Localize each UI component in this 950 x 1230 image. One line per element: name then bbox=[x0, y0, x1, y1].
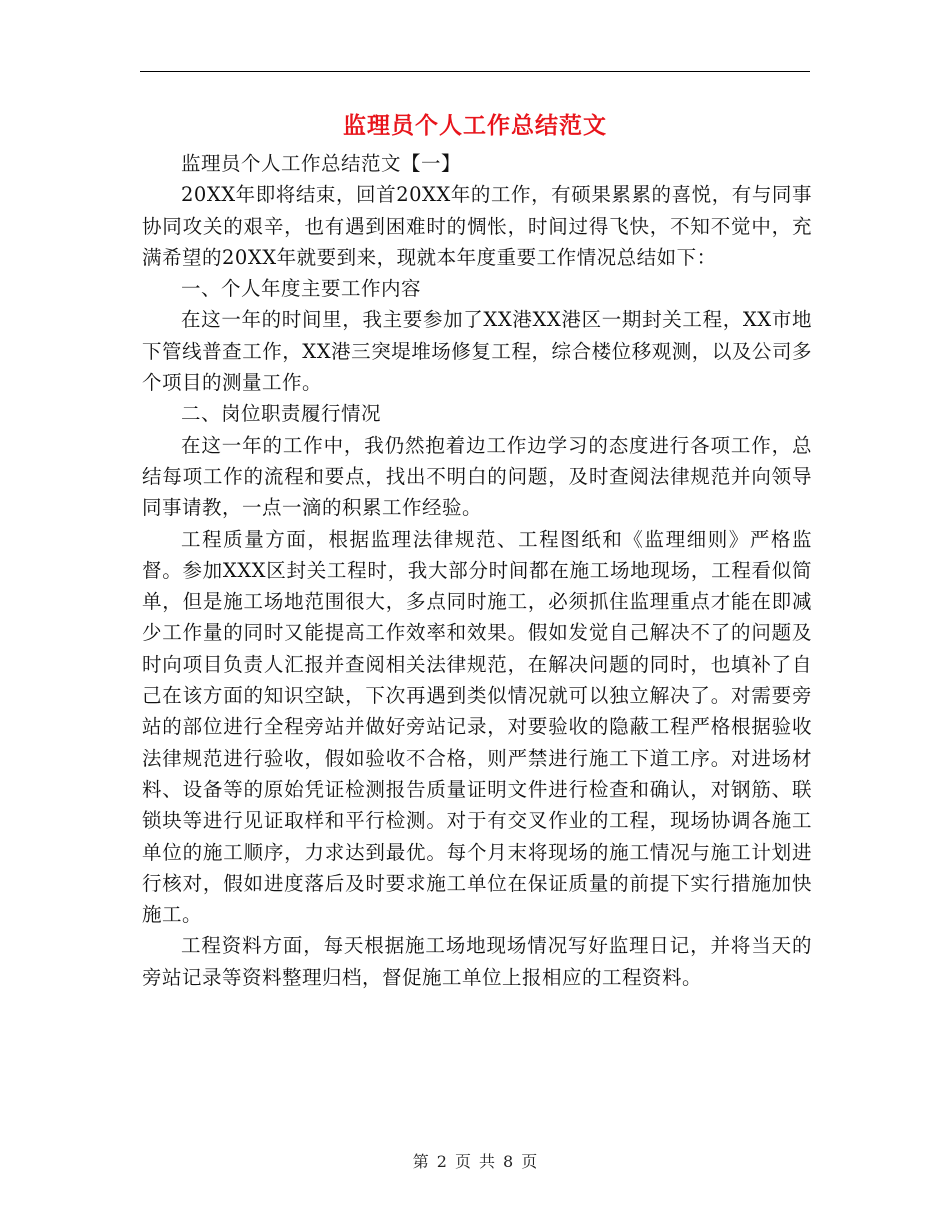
section-heading-1: 一、个人年度主要工作内容 bbox=[181, 277, 422, 301]
paragraph-intro: 20XX年即将结束，回首20XX年的工作，有硕果累累的喜悦，有与同事协同攻关的艰辛，也有遇到困难时的惆怅，时间过得飞快，不知不觉中，充满希望的20XX年就要到来，现就本年度重要工作情况总结如下： bbox=[142, 183, 812, 269]
section-heading-2: 二、岗位职责履行情况 bbox=[181, 402, 382, 426]
paragraph-heading: 监理员个人工作总结范文【一】 bbox=[181, 152, 462, 175]
footer-total-pages: 8 bbox=[503, 1152, 514, 1171]
footer-gong: 共 bbox=[479, 1152, 496, 1171]
paragraph-documents: 工程资料方面，每天根据施工场地现场情况写好监理日记，并将当天的旁站记录等资料整理归档，督促施工单位上报相应的工程资料。 bbox=[142, 934, 812, 989]
document-title: 监理员个人工作总结范文 bbox=[343, 112, 607, 139]
footer-di: 第 bbox=[412, 1152, 429, 1171]
document-body bbox=[142, 148, 812, 993]
footer-ye2: 页 bbox=[521, 1152, 538, 1171]
paragraph-duties: 在这一年的工作中，我仍然抱着边工作边学习的态度进行各项工作，总结每项工作的流程和要点，找出不明白的问题，及时查阅法律规范并向领导同事请教，一点一滴的积累工作经验。 bbox=[142, 433, 812, 520]
footer-ye: 页 bbox=[454, 1152, 471, 1171]
footer-page-number: 2 bbox=[436, 1152, 447, 1171]
header-rule bbox=[140, 71, 810, 72]
paragraph-work-content: 在这一年的时间里，我主要参加了XX港XX港区一期封关工程，XX市地下管线普查工作，XX港三突堤堆场修复工程，综合楼位移观测，以及公司多个项目的测量工作。 bbox=[142, 308, 812, 395]
page-footer bbox=[140, 1150, 810, 1174]
paragraph-quality: 工程质量方面，根据监理法律规范、工程图纸和《监理细则》严格监督。参加XXX区封关工程时，我大部分时间都在施工场地现场，工程看似简单，但是施工场地范围很大，多点同时施工，必须抓住监理重点才能在即减少工作量的同时又能提高工作效率和效果。假如发觉自己解决不了的问题及时向项目负责人汇报并查阅相关法律规范，在解决问题的同时，也填补了自己在该方面的知识空缺，下次再遇到类似情况就可以独立解决了。对需要旁站的部位进行全程旁站并做好旁站记录，对要验收的隐蔽工程严格根据验收法律规范进行验收，假如验收不合格，则严禁进行施工下道工序。对进场材料、设备等的原始凭证检测报告质量证明文件进行检查和确认，对钢筋、联锁块等进行见证取样和平行检测。对于有交叉作业的工程，现场协调各施工单位的施工顺序，力求达到最优。每个月末将现场的施工情况与施工计划进行核对，假如进度落后及时要求施工单位在保证质量的前提下实行措施加快施工。 bbox=[142, 527, 812, 927]
